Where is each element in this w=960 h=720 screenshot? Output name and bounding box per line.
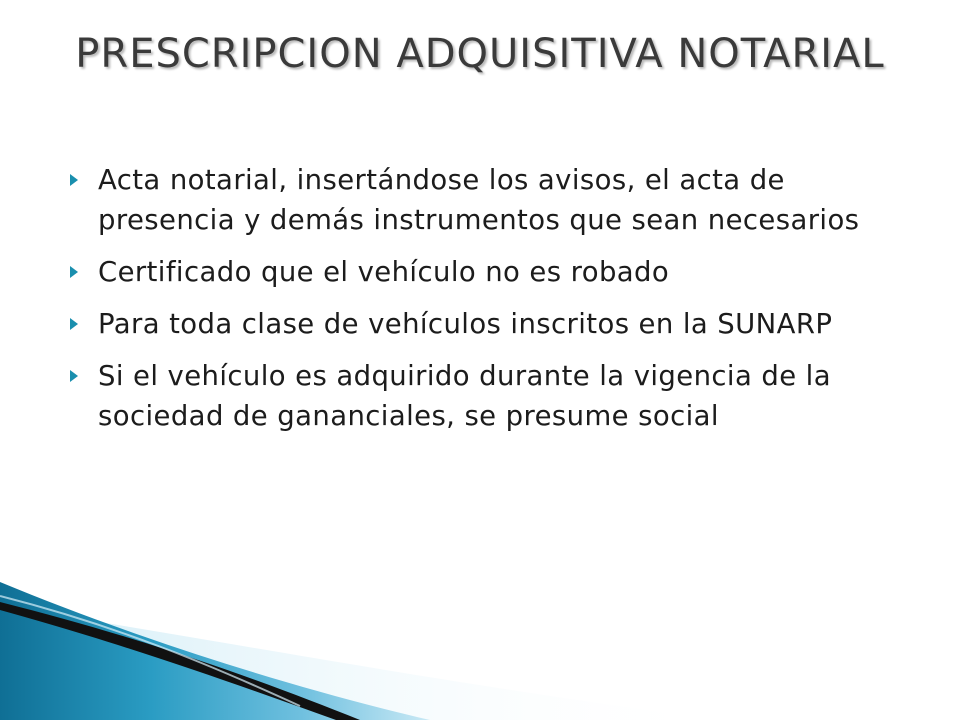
bullet-text: Para toda clase de vehículos inscritos en la SUNARP: [98, 308, 833, 340]
bullet-text: Acta notarial, insertándose los avisos, el acta de presencia y demás instrumentos que sean necesarios: [98, 164, 860, 236]
bullet-text: Certificado que el vehículo no es robado: [98, 256, 670, 288]
bullet-text: Si el vehículo es adquirido durante la vigencia de la sociedad de gananciales, se presume social: [98, 360, 831, 432]
slide-title: PRESCRIPCION ADQUISITIVA NOTARIAL: [75, 31, 885, 77]
